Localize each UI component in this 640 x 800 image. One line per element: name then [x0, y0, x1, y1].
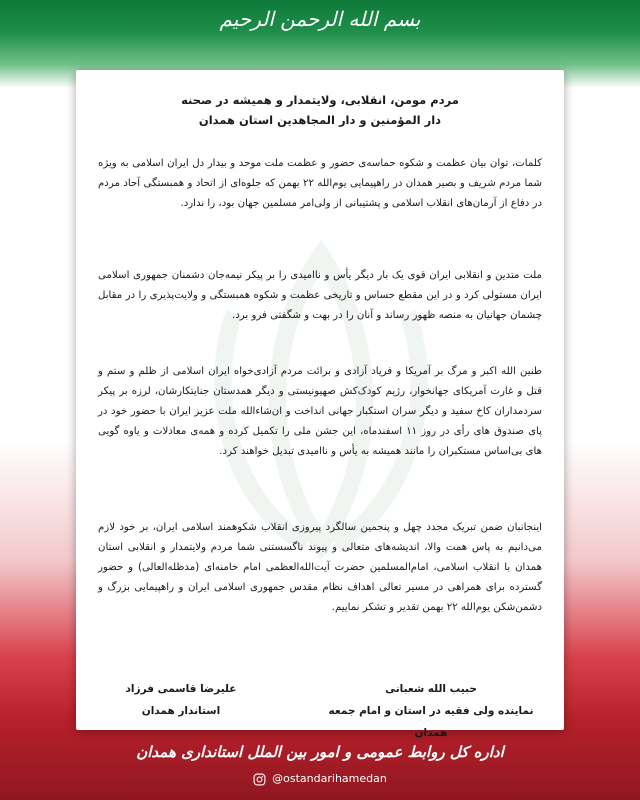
signature-right-name: حبیب الله شعبانی — [385, 683, 477, 695]
signature-right — [326, 678, 536, 744]
paragraph-1: کلمات، توان بیان عظمت و شکوه حماسه‌ی حضور و عظمت ملت موحد و بیدار دل ایران اسلامی به ویژه شما مردم شریف و بصیر همدان در راهپیمایی یوم‌الله ۲۲ بهمن که جلوه‌ای از اتحاد و همبستگی آحاد مردم در دفاع از آرمان‌های انقلاب اسلامی و پشتیبانی از ولی‌امر مسلمین جهان بود، را ندارد. — [98, 158, 542, 209]
letter-card — [76, 70, 564, 739]
footer-office: اداره کل روابط عمومی و امور بین الملل استانداری همدان — [136, 743, 504, 761]
signature-right-role: نماینده ولی فقیه در استان و امام جمعه همدان — [328, 705, 534, 739]
instagram-icon — [253, 773, 266, 786]
signature-left — [106, 678, 256, 722]
paragraph-4: اینجانبان ضمن تبریک مجدد چهل و پنجمین سالگرد پیروزی انقلاب شکوهمند اسلامی ایران، بر خود لازم می‌دانیم به پاس همت والا، اندیشه‌های متعالی و پیوند ناگسستنی شما مردم ولایتمدار و انقلابی استان همدان با انقلاب اسلامی، امام‌المسلمین حضرت آیت‌الله‌العظمی امام خامنه‌ای (مدظله‌العالی) و حضور گسترده برای همراهی در مسیر تعالی اهداف نظام مقدس جمهوری اسلامی ایران و راهپیمایی بزرگ و دشمن‌شکن یوم‌الله ۲۲ بهمن تقدیر و تشکر نماییم. — [98, 522, 542, 613]
footer-handle-text[interactable]: @ostandarihamedan — [272, 772, 387, 785]
letter-title-line-1: مردم مومن، انقلابی، ولایتمدار و همیشه در صحنه — [181, 93, 459, 107]
letter-title-line-2: دار المؤمنین و دار المجاهدین استان همدان — [198, 113, 442, 127]
paragraph-2: ملت متدین و انقلابی ایران قوی یک بار دیگر یأس و ناامیدی را بر پیکر نیمه‌جان دشمنان جمهوری اسلامی ایران مستولی کرد و در این مقطع حساس و تاریخی عظمت و شکوه همبستگی و ولایت‌پذیری را در مقابل چشمان جهانیان به منصه ظهور رساند و آنان را در بهت و شگفتی فرو برد. — [98, 270, 542, 321]
signature-left-name: علیرضا قاسمی فرزاد — [125, 683, 237, 695]
paragraph-3: طنین الله اکبر و مرگ بر آمریکا و فریاد آزادی و برائت مردم آزادی‌خواه ایران اسلامی از ظلم و ستم و قتل و غارت آمریکای جهانخوار، رژیم کودک‌کش صهیونیستی و دیگر همدستان جنایتکارشان، لرزه بر پیکر سردمداران کاخ سفید و دیگر سران استکبار جهانی انداخت و ان‌شاءالله ملت عزیز ایران با حضور خود در پای صندوق های رأی در روز ۱۱ اسفندماه، این جشن ملی را تکمیل کرده و همه‌ی معادلات و یاوه گویی های بی‌اساس مستکبران را مانند همیشه به یأس و ناامیدی تبدیل خواهند کرد. — [98, 366, 542, 457]
letter-heading — [98, 90, 542, 130]
signature-left-role: استاندار همدان — [141, 705, 221, 717]
footer-handle-row[interactable] — [0, 770, 640, 788]
bismillah-header: بسم الله الرحمن الرحیم — [219, 7, 421, 31]
